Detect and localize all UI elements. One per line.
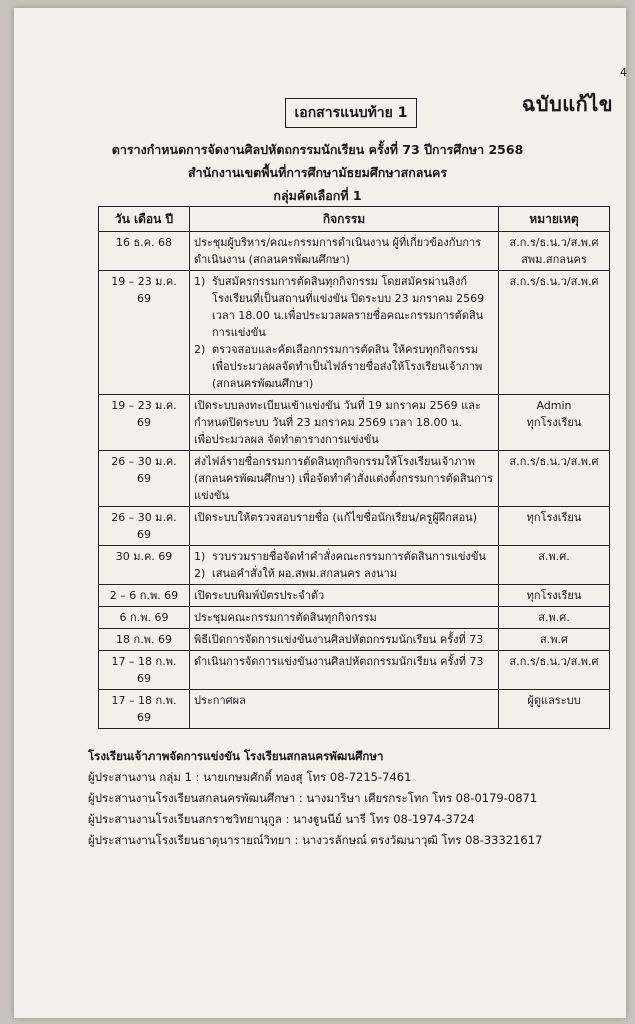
item-text: เสนอคำสั่งให้ ผอ.สพม.สกลนคร ลงนาม — [212, 567, 398, 580]
row-note — [499, 232, 610, 271]
activity-line: กำหนดปิดระบบ วันที่ 23 มกราคม 2569 เวลา 18.00 น. — [194, 416, 463, 429]
row-activity — [190, 546, 499, 585]
row-note — [499, 395, 610, 451]
row-note — [499, 651, 610, 690]
note-line: ทุกโรงเรียน — [526, 589, 582, 602]
item-text: รับสมัครกรรมการตัดสินทุกกิจกรรม โดยสมัครผ่านลิงก์ — [212, 275, 467, 288]
activity-line: เปิดระบบให้ตรวจสอบรายชื่อ (แก้ไขชื่อนักเรียน/ครูผู้ฝึกสอน) — [194, 511, 477, 524]
table-row — [99, 546, 610, 585]
activity-item-line: การแข่งขัน — [212, 326, 266, 339]
row-date: 16 ธ.ค. 68 — [99, 232, 190, 271]
table-row — [99, 507, 610, 546]
activity-line: ดำเนินงาน (สกลนครพัฒนศึกษา) — [194, 253, 350, 266]
row-note — [499, 585, 610, 607]
row-activity — [190, 585, 499, 607]
activity-line: ดำเนินการจัดการแข่งขันงานศิลปหัตถกรรมนักเรียน ครั้งที่ 73 — [194, 655, 484, 668]
item-number: 1) — [194, 550, 206, 563]
row-activity — [190, 451, 499, 507]
header-activity: กิจกรรม — [190, 207, 499, 232]
item-number: 2) — [194, 567, 206, 580]
row-date: 18 ก.พ. 69 — [99, 629, 190, 651]
activity-item-line — [194, 273, 494, 290]
activity-item-line — [194, 548, 494, 565]
row-note — [499, 271, 610, 395]
row-note — [499, 690, 610, 729]
row-date: 19 – 23 ม.ค. 69 — [99, 395, 190, 451]
activity-item-line — [194, 565, 494, 582]
note-line: ส.ก.ร/ธ.น.ว/ส.พ.ศ — [509, 655, 599, 668]
row-activity — [190, 507, 499, 546]
note-line: ทุกโรงเรียน — [526, 511, 582, 524]
row-date: 26 – 30 ม.ค. 69 — [99, 507, 190, 546]
activity-item-line: โรงเรียนที่เป็นสถานที่แข่งขัน ปิดระบบ 23 มกราคม 2569 — [212, 292, 485, 305]
note-line: ส.ก.ร/ธ.น.ว/ส.พ.ศ — [509, 455, 599, 468]
annex-title: เอกสารแนบท้าย 1 — [285, 98, 417, 128]
note-line: ผู้ดูแลระบบ — [527, 694, 581, 707]
page-number: 4 — [620, 66, 627, 79]
row-date: 19 – 23 ม.ค. 69 — [99, 271, 190, 395]
row-date: 17 – 18 ก.พ. 69 — [99, 690, 190, 729]
table-header-row — [99, 207, 610, 232]
contact-line: ผู้ประสานงาน กลุ่ม 1 : นายเกษมศักดิ์ ทองสุ โทร 08-7215-7461 — [88, 770, 412, 784]
activity-line: แข่งขัน — [194, 489, 230, 502]
activity-item-line: (สกลนครพัฒนศึกษา) — [212, 377, 314, 390]
row-activity — [190, 395, 499, 451]
row-date: 2 – 6 ก.พ. 69 — [99, 585, 190, 607]
activity-item-line: เพื่อประมวลผลจัดทำเป็นไฟล์รายชื่อส่งให้โรงเรียนเจ้าภาพ — [212, 360, 483, 373]
header-date: วัน เดือน ปี — [99, 207, 190, 232]
note-line: ส.ก.ร/ธ.น.ว/ส.พ.ศ — [509, 236, 599, 249]
document-subtitle-group: กลุ่มคัดเลือกที่ 1 — [273, 188, 362, 203]
item-number: 2) — [194, 343, 206, 356]
activity-line: ประชุมผู้บริหาร/คณะกรรมการดำเนินงาน ผู้ที่เกี่ยวข้องกับการ — [194, 236, 482, 249]
document-title: ตารางกำหนดการจัดงานศิลปหัตถกรรมนักเรียน ครั้งที่ 73 ปีการศึกษา 2568 — [111, 142, 524, 157]
activity-line: ส่งไฟล์รายชื่อกรรมการตัดสินทุกกิจกรรมให้โรงเรียนเจ้าภาพ — [194, 455, 475, 468]
activity-line: เปิดระบบพิมพ์บัตรประจำตัว — [194, 589, 325, 602]
activity-item-line: เวลา 18.00 น.เพื่อประมวลผลรายชื่อคณะกรรมการตัดสิน — [212, 309, 484, 322]
schedule-table — [98, 206, 610, 729]
activity-line: ประชุมคณะกรรมการตัดสินทุกกิจกรรม — [194, 611, 377, 624]
row-note — [499, 507, 610, 546]
note-line: ทุกโรงเรียน — [526, 416, 582, 429]
row-activity — [190, 651, 499, 690]
activity-line: เปิดระบบลงทะเบียนเข้าแข่งขัน วันที่ 19 มกราคม 2569 และ — [194, 399, 481, 412]
note-line: ส.พ.ศ. — [538, 611, 570, 624]
activity-line: ประกาศผล — [194, 694, 246, 707]
row-activity — [190, 232, 499, 271]
item-text: ตรวจสอบและคัดเลือกกรรมการตัดสิน ให้ครบทุกกิจกรรม — [212, 343, 479, 356]
item-text: รวบรวมรายชื่อจัดทำคำสั่งคณะกรรมการตัดสินการแข่งขัน — [212, 550, 486, 563]
row-activity — [190, 607, 499, 629]
table-row — [99, 395, 610, 451]
activity-line: พิธีเปิดการจัดการแข่งขันงานศิลปหัตถกรรมนักเรียน ครั้งที่ 73 — [194, 633, 484, 646]
row-note — [499, 607, 610, 629]
table-row — [99, 271, 610, 395]
table-row — [99, 451, 610, 507]
table-row — [99, 629, 610, 651]
table-row — [99, 232, 610, 271]
contact-line: ผู้ประสานงานโรงเรียนสกลนครพัฒนศึกษา : นางมาริษา เศียรกระโทก โทร 08-0179-0871 — [88, 791, 538, 805]
note-line: ส.พ.ศ — [540, 633, 568, 646]
table-row — [99, 585, 610, 607]
row-activity — [190, 629, 499, 651]
row-date: 17 – 18 ก.พ. 69 — [99, 651, 190, 690]
row-note — [499, 546, 610, 585]
footer-contacts — [88, 746, 542, 851]
row-activity — [190, 271, 499, 395]
note-line: ส.ก.ร/ธ.น.ว/ส.พ.ศ — [509, 275, 599, 288]
row-note — [499, 629, 610, 651]
contact-line: ผู้ประสานงานโรงเรียนสกราชวิทยานุกูล : นางฐูนนีย์ นารี โทร 08-1974-3724 — [88, 812, 475, 826]
row-date: 30 ม.ค. 69 — [99, 546, 190, 585]
note-line: ส.พ.ศ. — [538, 550, 570, 563]
row-date: 6 ก.พ. 69 — [99, 607, 190, 629]
note-line: Admin — [536, 399, 572, 412]
revision-label: ฉบับแก้ไข — [521, 92, 613, 116]
contact-line: ผู้ประสานงานโรงเรียนธาตุนารายณ์วิทยา : นางวรลักษณ์ ตรงวัฒนาวุฒิ โทร 08-33321617 — [88, 833, 543, 847]
activity-line: เพื่อประมวลผล จัดทำตารางการแข่งขัน — [194, 433, 379, 446]
document-subtitle-office: สำนักงานเขตพื้นที่การศึกษามัธยมศึกษาสกลนคร — [187, 165, 448, 180]
activity-line: (สกลนครพัฒนศึกษา) เพื่อจัดทำคำสั่งแต่งตั้งกรรมการตัดสินการ — [194, 472, 493, 485]
row-note — [499, 451, 610, 507]
row-activity — [190, 690, 499, 729]
table-row — [99, 607, 610, 629]
header-note: หมายเหตุ — [499, 207, 610, 232]
note-line: สพม.สกลนคร — [521, 253, 587, 266]
activity-item-line — [194, 341, 494, 358]
table-row — [99, 651, 610, 690]
host-school: โรงเรียนเจ้าภาพจัดการแข่งขัน โรงเรียนสกลนครพัฒนศึกษา — [88, 749, 384, 763]
item-number: 1) — [194, 275, 206, 288]
row-date: 26 – 30 ม.ค. 69 — [99, 451, 190, 507]
table-row — [99, 690, 610, 729]
